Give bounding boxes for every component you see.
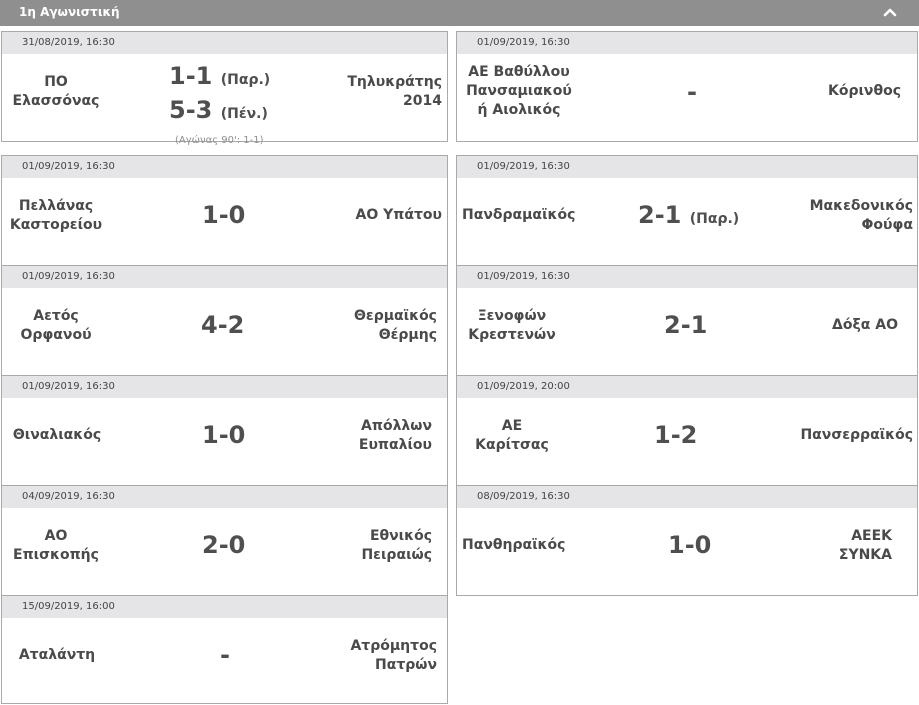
match-score[interactable]: [202, 530, 245, 560]
match-date: 01/09/2019, 16:30: [457, 266, 917, 288]
score-value: 1-0: [668, 531, 712, 559]
match-date: 01/09/2019, 16:30: [2, 266, 447, 288]
home-team[interactable]: Πανδραμαϊκός: [462, 207, 576, 223]
match-card[interactable]: [1, 595, 448, 704]
away-team[interactable]: Πανσερραϊκός: [800, 427, 913, 443]
match-card[interactable]: [456, 265, 918, 376]
match-score[interactable]: [687, 77, 697, 107]
home-team[interactable]: Αετός Ορφανού: [20, 308, 92, 343]
match-date: 08/09/2019, 16:30: [457, 486, 917, 508]
away-team[interactable]: Κόρινθος: [827, 83, 901, 99]
match-score[interactable]: [202, 200, 245, 230]
match-date: 31/08/2019, 16:30: [2, 32, 447, 54]
collapse-button[interactable]: [879, 3, 901, 23]
match-score[interactable]: [201, 310, 244, 340]
score-value: 2-1: [638, 201, 682, 229]
score-value: -: [220, 641, 230, 669]
score-value: 1-0: [202, 421, 246, 449]
score-value: -: [687, 78, 697, 106]
away-team[interactable]: ΑΟ Υπάτου: [355, 207, 442, 223]
match-card[interactable]: [456, 485, 918, 596]
match-date: 01/09/2019, 16:30: [2, 376, 447, 398]
match-date: 04/09/2019, 16:30: [2, 486, 447, 508]
home-team[interactable]: Θιναλιακός: [12, 427, 102, 443]
home-team[interactable]: ΑΕ Βαθύλλου Πανσαμιακού ή Αιολικός: [466, 64, 572, 118]
home-team[interactable]: Αταλάντη: [18, 647, 96, 663]
home-team[interactable]: ΑΕ Καρίτσας: [475, 418, 549, 453]
matchday-header: [0, 0, 919, 26]
match-score[interactable]: [220, 640, 230, 670]
home-team[interactable]: Πανθηραϊκός: [462, 537, 566, 553]
match-date: 01/09/2019, 16:30: [457, 32, 917, 54]
away-team[interactable]: Μακεδονικός Φούφα: [809, 198, 913, 233]
home-team[interactable]: Ξενοφών Κρεστενών: [468, 308, 556, 343]
match-card[interactable]: [456, 155, 918, 266]
match-score[interactable]: [169, 61, 270, 95]
match-score[interactable]: [202, 420, 245, 450]
match-card[interactable]: [1, 265, 448, 376]
away-team[interactable]: Τηλυκράτης 2014: [347, 74, 442, 109]
match-score[interactable]: [654, 420, 697, 450]
match-date: 01/09/2019, 20:00: [457, 376, 917, 398]
score-value: 1-0: [202, 201, 246, 229]
match-card[interactable]: [1, 155, 448, 266]
regular-time-note: (Αγώνας 90': 1-1): [175, 135, 264, 146]
matchday-title: 1η Αγωνιστική: [19, 5, 120, 19]
score-value: 1-1: [169, 62, 213, 90]
match-card[interactable]: [456, 31, 918, 142]
match-card[interactable]: [456, 375, 918, 486]
home-team[interactable]: Πελλάνας Καστορείου: [9, 198, 103, 233]
home-team[interactable]: ΠΟ Ελασσόνας: [12, 74, 100, 109]
score-value: 2-0: [202, 531, 246, 559]
match-card[interactable]: [1, 375, 448, 486]
score-value: 1-2: [654, 421, 698, 449]
away-team[interactable]: Δόξα ΑΟ: [832, 317, 898, 333]
away-team[interactable]: Εθνικός Πειραιώς: [361, 528, 432, 563]
extra-time-tag: (Παρ.): [689, 211, 740, 227]
away-team[interactable]: Απόλλων Ευπαλίου: [358, 418, 432, 453]
penalty-tag: (Πέν.): [220, 106, 268, 122]
away-team[interactable]: Ατρόμητος Πατρών: [350, 638, 437, 673]
match-date: 15/09/2019, 16:00: [2, 596, 447, 618]
match-score[interactable]: [638, 200, 739, 234]
score-value: 4-2: [201, 311, 245, 339]
penalty-score-value: 5-3: [169, 96, 213, 124]
match-score[interactable]: [668, 530, 711, 560]
match-score[interactable]: [664, 310, 707, 340]
away-team[interactable]: ΑΕΕΚ ΣΥΝΚΑ: [838, 528, 892, 563]
score-value: 2-1: [664, 311, 708, 339]
match-date: 01/09/2019, 16:30: [2, 156, 447, 178]
extra-time-tag: (Παρ.): [220, 72, 271, 88]
home-team[interactable]: ΑΟ Επισκοπής: [13, 528, 99, 563]
chevron-up-icon: [879, 3, 901, 23]
away-team[interactable]: Θερμαϊκός Θέρμης: [354, 308, 437, 343]
match-card[interactable]: [1, 485, 448, 596]
match-card[interactable]: [1, 31, 448, 146]
match-date: 01/09/2019, 16:30: [457, 156, 917, 178]
penalty-score[interactable]: [169, 95, 268, 129]
